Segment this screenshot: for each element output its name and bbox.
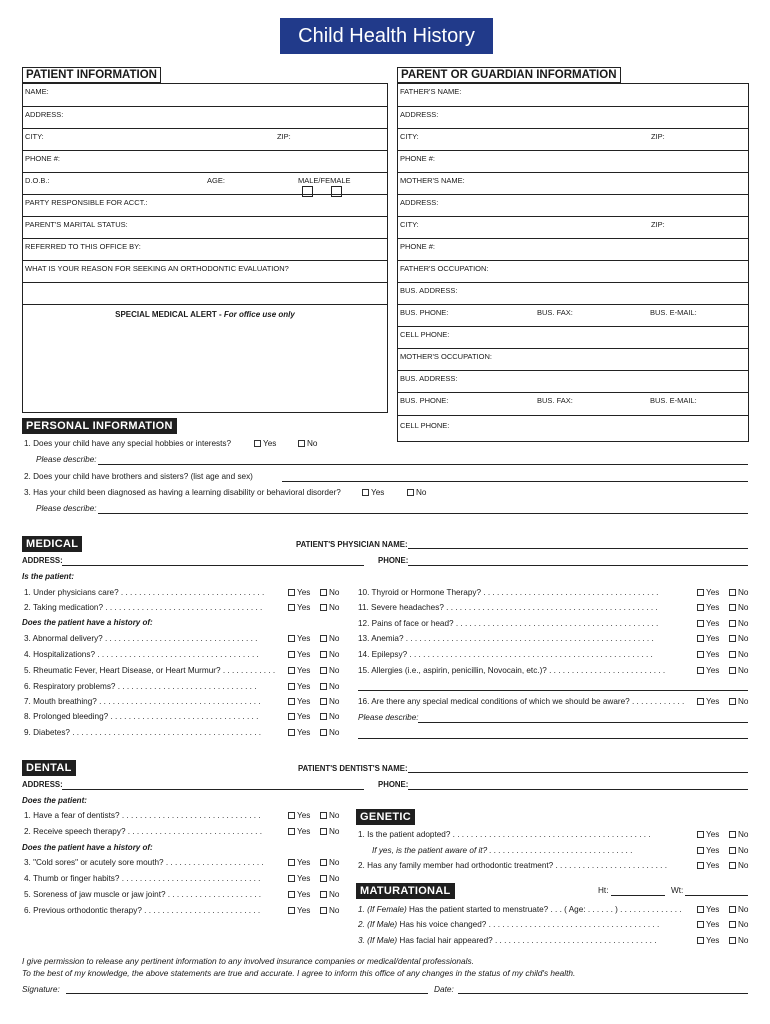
medical-item: 7. Mouth breathing? . . . . . . . . . . . . . . . . . . . . . . . . . . . . . . . . . . . . xyxy=(24,697,261,706)
yes-checkbox[interactable]: Yes xyxy=(697,603,719,612)
medical-item: 15. Allergies (i.e., aspirin, penicillin, Novocain, etc.)? . . . . . . . . . . . . . . . . . . . . . . . . . . xyxy=(358,666,666,675)
no-checkbox[interactable]: No xyxy=(729,905,748,914)
accuracy-statement: To the best of my knowledge, the above statements are true and accurate. I agree to inform this office of any changes in the status of my child's health. xyxy=(22,968,576,978)
yes-checkbox[interactable]: Yes xyxy=(697,697,719,706)
mother-city-field[interactable]: CITY: ZIP: xyxy=(398,216,748,238)
medical-heading: MEDICAL xyxy=(22,536,82,552)
mothers-occupation-field[interactable]: MOTHER'S OCCUPATION: xyxy=(398,348,748,370)
yes-checkbox[interactable]: Yes xyxy=(288,827,310,836)
no-checkbox[interactable]: No xyxy=(729,666,748,675)
physician-phone-line[interactable] xyxy=(408,565,748,566)
no-checkbox[interactable]: No xyxy=(320,682,339,691)
special-medical-alert: SPECIAL MEDICAL ALERT - For office use only xyxy=(23,304,387,414)
yes-checkbox[interactable]: Yes xyxy=(288,906,310,915)
medical-describe-label: Please describe: xyxy=(358,713,419,722)
dental-item: 6. Previous orthodontic therapy? . . . . . . . . . . . . . . . . . . . . . . . . . . xyxy=(24,906,261,915)
date-line[interactable] xyxy=(458,993,748,994)
female-checkbox[interactable] xyxy=(331,186,342,197)
no-checkbox[interactable]: No xyxy=(320,906,339,915)
yes-checkbox[interactable]: Yes xyxy=(697,861,719,870)
dental-item: 3. "Cold sores" or acutely sore mouth? . . . . . . . . . . . . . . . . . . . . . . xyxy=(24,858,264,867)
personal-q2-line[interactable] xyxy=(282,481,748,482)
no-checkbox[interactable]: No xyxy=(729,697,748,706)
medical-item: 14. Epilepsy? . . . . . . . . . . . . . . . . . . . . . . . . . . . . . . . . . . . . . . . . . . . . . . . . . . . . . . xyxy=(358,650,653,659)
medical-item: 11. Severe headaches? . . . . . . . . . . . . . . . . . . . . . . . . . . . . . . . . . . . . . . . . . . . . . . . xyxy=(358,603,658,612)
height-line[interactable] xyxy=(611,895,665,896)
yes-checkbox[interactable]: Yes xyxy=(288,728,310,737)
permission-statement: I give permission to release any pertinent information to any involved insurance companies or medical/dental professionals. xyxy=(22,956,474,966)
reason-line-2[interactable] xyxy=(23,282,387,304)
medical-describe-line[interactable] xyxy=(418,722,748,723)
no-checkbox[interactable]: No xyxy=(320,666,339,675)
is-patient-label: Is the patient: xyxy=(22,572,75,581)
genetic-q1b: If yes, is the patient aware of it? . . . . . . . . . . . . . . . . . . . . . . . . . . . . . . . . xyxy=(372,846,633,855)
no-checkbox[interactable]: No xyxy=(729,936,748,945)
medical-item: 8. Prolonged bleeding? . . . . . . . . . . . . . . . . . . . . . . . . . . . . . . . . . xyxy=(24,712,259,721)
patient-city-field[interactable]: CITY: ZIP: xyxy=(23,128,387,150)
signature-line[interactable] xyxy=(66,993,428,994)
personal-q1-no[interactable]: No xyxy=(298,439,317,448)
maturational-q1: 1. (If Female) Has the patient started to menstruate? . . . ( Age: . . . . . . ) . . . . . . . . . . . . . . xyxy=(358,905,682,914)
party-responsible-field[interactable]: PARTY RESPONSIBLE FOR ACCT.: xyxy=(23,194,387,216)
medical-item: 4. Hospitalizations? . . . . . . . . . . . . . . . . . . . . . . . . . . . . . . . . . . . . xyxy=(24,650,259,659)
dentist-address-line[interactable] xyxy=(62,789,364,790)
no-checkbox[interactable]: No xyxy=(320,650,339,659)
no-checkbox[interactable]: No xyxy=(729,920,748,929)
yes-checkbox[interactable]: Yes xyxy=(288,858,310,867)
medical-describe-line-2[interactable] xyxy=(358,738,748,739)
yes-checkbox[interactable]: Yes xyxy=(288,682,310,691)
yes-checkbox[interactable]: Yes xyxy=(288,712,310,721)
father-cell-phone-field[interactable]: CELL PHONE: xyxy=(398,326,748,348)
dentist-name-label: PATIENT'S DENTIST'S NAME: xyxy=(298,764,408,773)
personal-info-heading: PERSONAL INFORMATION xyxy=(22,418,177,434)
medical-item: 6. Respiratory problems? . . . . . . . . . . . . . . . . . . . . . . . . . . . . . . . xyxy=(24,682,257,691)
physician-address-line[interactable] xyxy=(62,565,364,566)
dental-item: 1. Have a fear of dentists? . . . . . . . . . . . . . . . . . . . . . . . . . . . . . . . xyxy=(24,811,261,820)
mothers-name-field[interactable]: MOTHER'S NAME: xyxy=(398,172,748,194)
date-label: Date: xyxy=(434,984,454,994)
male-checkbox[interactable] xyxy=(302,186,313,197)
mother-bus-address-field[interactable]: BUS. ADDRESS: xyxy=(398,370,748,392)
no-checkbox[interactable]: No xyxy=(320,712,339,721)
yes-checkbox[interactable]: Yes xyxy=(697,830,719,839)
yes-checkbox[interactable]: Yes xyxy=(288,650,310,659)
yes-checkbox[interactable]: Yes xyxy=(697,634,719,643)
personal-q1-describe-line[interactable] xyxy=(98,464,748,465)
medical-item: 12. Pains of face or head? . . . . . . . . . . . . . . . . . . . . . . . . . . . . . . . . . . . . . . . . . . . . . xyxy=(358,619,659,628)
maturational-q3: 3. (If Male) Has facial hair appeared? . . . . . . . . . . . . . . . . . . . . . . . . . . . . . . . . . . . . xyxy=(358,936,657,945)
yes-checkbox[interactable]: Yes xyxy=(697,650,719,659)
mother-address-field[interactable]: ADDRESS: xyxy=(398,194,748,216)
dental-heading: DENTAL xyxy=(22,760,76,776)
no-checkbox[interactable]: No xyxy=(320,603,339,612)
dentist-phone-line[interactable] xyxy=(408,789,748,790)
yes-checkbox[interactable]: Yes xyxy=(697,920,719,929)
patient-name-field[interactable]: NAME: xyxy=(25,87,49,96)
no-checkbox[interactable]: No xyxy=(320,588,339,597)
mother-phone-field[interactable]: PHONE #: xyxy=(398,238,748,260)
medical-item: 2. Taking medication? . . . . . . . . . . . . . . . . . . . . . . . . . . . . . . . . . . . xyxy=(24,603,263,612)
genetic-q2: 2. Has any family member had orthodontic treatment? . . . . . . . . . . . . . . . . . . . . . . . . . xyxy=(358,861,667,870)
dental-history-label: Does the patient have a history of: xyxy=(22,843,153,852)
no-checkbox[interactable]: No xyxy=(320,827,339,836)
no-checkbox[interactable]: No xyxy=(729,846,748,855)
personal-q1-describe-label: Please describe: xyxy=(36,455,97,464)
patient-dob-field[interactable]: D.O.B.: AGE: MALE/FEMALE xyxy=(23,172,387,194)
maturational-heading: MATURATIONAL xyxy=(356,883,455,899)
yes-checkbox[interactable]: Yes xyxy=(288,811,310,820)
guardian-info-grid xyxy=(397,83,749,442)
yes-checkbox[interactable]: Yes xyxy=(697,666,719,675)
has-history-label: Does the patient have a history of: xyxy=(22,618,153,627)
no-checkbox[interactable]: No xyxy=(320,697,339,706)
yes-checkbox[interactable]: Yes xyxy=(288,874,310,883)
yes-checkbox[interactable]: Yes xyxy=(288,588,310,597)
sex-label: MALE/FEMALE xyxy=(298,176,351,185)
yes-checkbox[interactable]: Yes xyxy=(697,588,719,597)
dentist-address-label: ADDRESS: xyxy=(22,780,63,789)
no-checkbox[interactable]: No xyxy=(729,634,748,643)
signature-label: Signature: xyxy=(22,984,60,994)
patient-info-heading: PATIENT INFORMATION xyxy=(22,67,161,83)
medical-item: 10. Thyroid or Hormone Therapy? . . . . . . . . . . . . . . . . . . . . . . . . . . . . . . . . . . . . . . . xyxy=(358,588,659,597)
no-checkbox[interactable]: No xyxy=(729,650,748,659)
physician-name-line[interactable] xyxy=(408,548,748,549)
yes-checkbox[interactable]: Yes xyxy=(288,634,310,643)
yes-checkbox[interactable]: Yes xyxy=(697,936,719,945)
yes-checkbox[interactable]: Yes xyxy=(697,905,719,914)
form-title: Child Health History xyxy=(280,18,493,54)
yes-checkbox[interactable]: Yes xyxy=(288,697,310,706)
marital-status-field[interactable]: PARENT'S MARITAL STATUS: xyxy=(23,216,387,238)
father-city-field[interactable]: CITY: ZIP: xyxy=(398,128,748,150)
mother-cell-phone-field[interactable]: CELL PHONE: xyxy=(398,415,748,443)
personal-q1: 1. Does your child have any special hobbies or interests? xyxy=(24,439,232,448)
no-checkbox[interactable]: No xyxy=(320,634,339,643)
yes-checkbox[interactable]: Yes xyxy=(288,666,310,675)
guardian-info-heading: PARENT OR GUARDIAN INFORMATION xyxy=(397,67,621,83)
no-checkbox[interactable]: No xyxy=(320,811,339,820)
no-checkbox[interactable]: No xyxy=(729,588,748,597)
patient-info-grid xyxy=(22,83,388,413)
fathers-occupation-field[interactable]: FATHER'S OCCUPATION: xyxy=(398,260,748,282)
no-checkbox[interactable]: No xyxy=(729,861,748,870)
yes-checkbox[interactable]: Yes xyxy=(697,846,719,855)
personal-q1-yes[interactable]: Yes xyxy=(254,439,276,448)
patient-phone-field[interactable]: PHONE #: xyxy=(23,150,387,172)
personal-q3-describe-label: Please describe: xyxy=(36,504,97,513)
father-bus-phone-field[interactable]: BUS. PHONE: BUS. FAX: BUS. E-MAIL: xyxy=(398,304,748,326)
medical-item: 13. Anemia? . . . . . . . . . . . . . . . . . . . . . . . . . . . . . . . . . . . . . . . . . . . . . . . . . . . . . . . xyxy=(358,634,654,643)
dentist-phone-label: PHONE: xyxy=(378,780,409,789)
yes-checkbox[interactable]: Yes xyxy=(288,603,310,612)
no-checkbox[interactable]: No xyxy=(320,728,339,737)
medical-q16: 16. Are there any special medical conditions of which we should be aware? . . . . . . . . . . . . xyxy=(358,697,685,706)
dental-item: 4. Thumb or finger habits? . . . . . . . . . . . . . . . . . . . . . . . . . . . . . . . xyxy=(24,874,261,883)
mother-bus-phone-field[interactable]: BUS. PHONE: BUS. FAX: BUS. E-MAIL: xyxy=(398,392,748,415)
no-checkbox[interactable]: No xyxy=(729,830,748,839)
maturational-q2: 2. (If Male) Has his voice changed? . . . . . . . . . . . . . . . . . . . . . . . . . . . . . . . . . . . . . . xyxy=(358,920,660,929)
no-checkbox[interactable]: No xyxy=(729,619,748,628)
physician-address-label: ADDRESS: xyxy=(22,556,63,565)
medical-item: 1. Under physicians care? . . . . . . . . . . . . . . . . . . . . . . . . . . . . . . . . xyxy=(24,588,265,597)
patient-address-field[interactable]: ADDRESS: xyxy=(23,106,387,128)
allergies-line[interactable] xyxy=(358,690,748,691)
dentist-name-line[interactable] xyxy=(408,772,748,773)
medical-item: 5. Rheumatic Fever, Heart Disease, or Heart Murmur? . . . . . . . . . . . . xyxy=(24,666,276,675)
dental-item: 5. Soreness of jaw muscle or jaw joint? . . . . . . . . . . . . . . . . . . . . . xyxy=(24,890,262,899)
no-checkbox[interactable]: No xyxy=(729,603,748,612)
fathers-name-field[interactable]: FATHER'S NAME: xyxy=(400,87,462,96)
does-patient-label: Does the patient: xyxy=(22,796,87,805)
reason-field[interactable]: WHAT IS YOUR REASON FOR SEEKING AN ORTHODONTIC EVALUATION? xyxy=(23,260,387,282)
personal-q3-yes[interactable]: Yes xyxy=(362,488,384,497)
genetic-heading: GENETIC xyxy=(356,809,415,825)
referred-by-field[interactable]: REFERRED TO THIS OFFICE BY: xyxy=(23,238,387,260)
no-checkbox[interactable]: No xyxy=(320,890,339,899)
father-address-field[interactable]: ADDRESS: xyxy=(398,106,748,128)
personal-q3: 3. Has your child been diagnosed as having a learning disability or behavioral disorder? xyxy=(24,488,341,497)
weight-line[interactable] xyxy=(685,895,748,896)
father-phone-field[interactable]: PHONE #: xyxy=(398,150,748,172)
dental-item: 2. Receive speech therapy? . . . . . . . . . . . . . . . . . . . . . . . . . . . . . . xyxy=(24,827,262,836)
father-bus-address-field[interactable]: BUS. ADDRESS: xyxy=(398,282,748,304)
physician-phone-label: PHONE: xyxy=(378,556,409,565)
yes-checkbox[interactable]: Yes xyxy=(697,619,719,628)
personal-q3-describe-line[interactable] xyxy=(98,513,748,514)
no-checkbox[interactable]: No xyxy=(320,874,339,883)
physician-name-label: PATIENT'S PHYSICIAN NAME: xyxy=(296,540,408,549)
yes-checkbox[interactable]: Yes xyxy=(288,890,310,899)
genetic-q1: 1. Is the patient adopted? . . . . . . . . . . . . . . . . . . . . . . . . . . . . . . . . . . . . . . . . . . . . xyxy=(358,830,651,839)
height-label: Ht: xyxy=(598,886,609,895)
medical-item: 3. Abnormal delivery? . . . . . . . . . . . . . . . . . . . . . . . . . . . . . . . . . . xyxy=(24,634,258,643)
weight-label: Wt: xyxy=(671,886,684,895)
medical-item: 9. Diabetes? . . . . . . . . . . . . . . . . . . . . . . . . . . . . . . . . . . . . . . . . . . xyxy=(24,728,262,737)
personal-q2: 2. Does your child have brothers and sisters? (list age and sex) xyxy=(24,472,253,481)
personal-q3-no[interactable]: No xyxy=(407,488,426,497)
no-checkbox[interactable]: No xyxy=(320,858,339,867)
